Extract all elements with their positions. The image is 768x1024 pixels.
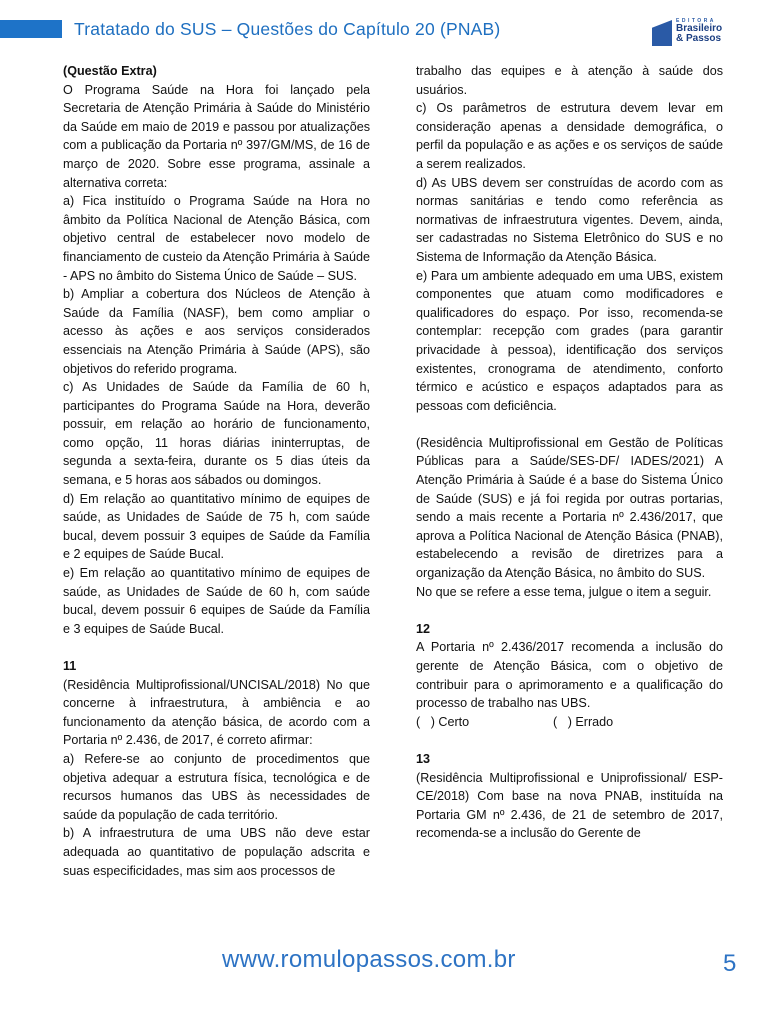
logo-mark-icon [652, 20, 672, 46]
logo-name: Brasileiro & Passos [676, 23, 723, 44]
option-b: b) Ampliar a cobertura dos Núcleos de Atenção à Saúde da Família (NASF), bem como ampliar o acesso às ações e aos serviços considerados essenciais na Atenção Primária à Saúde (APS), são objetivos do referido programa. [63, 287, 370, 376]
q11-option-e: e) Para um ambiente adequado em uma UBS, existem componentes que atuam como modificadores e qualificadores do espaço. Por isso, recomenda-se contemplar: recepção com grades (para garantir privacidade à pessoa), identificação dos serviços existentes, cronograma de atendimento, conforto térmico e acústico e espaços adaptados para as pessoas com deficiência. [416, 268, 723, 413]
question-12-intro: (Residência Multiprofissional em Gestão de Políticas Públicas para a Saúde/SES-DF/ IADES/2021) A Atenção Primária à Saúde é a base do Sistema Único de Saúde (SUS) e já foi regida por outras portarias, sendo a mais recente a Portaria nº 2.436/2017, que aprova a Política Nacional de Atenção Básica (PNAB), estabelecendo a revisão de diretrizes para a organização da Atenção Básica, no âmbito do SUS. [416, 435, 723, 581]
page-number: 5 [723, 950, 737, 977]
logo-top-text: EDITORA [676, 18, 716, 24]
question-11-text: (Residência Multiprofissional/UNCISAL/2018) No que concerne à infraestrutura, à ambiência e ao funcionamento da atenção básica, de acordo com a Portaria nº 2.436, de 2017, é correto afirmar: [63, 677, 370, 748]
option-e: e) Em relação ao quantitativo mínimo de equipes de saúde, as Unidades de Saúde de 60 h, com saúde bucal, devem possuir 6 equipes de Saúde da Família e 3 equipes de Saúde Bucal. [63, 566, 370, 636]
option-d: d) Em relação ao quantitativo mínimo de equipes de saúde, as Unidades de Saúde de 75 h, com saúde bucal, devem possuir 3 equipes de Saúde da Família e 2 equipes de Saúde Bucal. [63, 491, 370, 562]
q11-option-a: a) Refere-se ao conjunto de procedimentos que objetiva adequar a estrutura física, tecnológica e de recursos humanos das UBS às necessidades de saúde da população de cada território. [63, 751, 370, 822]
question-13-number: 13 [416, 751, 431, 766]
publisher-logo [652, 18, 732, 50]
header-accent-bar [0, 20, 62, 38]
errado-option[interactable]: ( ) Errado [553, 714, 614, 729]
question-12-instruction: No que se refere a esse tema, julgue o item a seguir. [416, 584, 712, 599]
q11-option-d: d) As UBS devem ser construídas de acordo com as normas sanitárias e tendo como referência as normativas de infraestrutura vigentes. Devem, ainda, ser cadastradas no Sistema Eletrônico do SUS e no Sistema de Informação da Atenção Básica. [416, 175, 723, 264]
option-c: c) As Unidades de Saúde da Família de 60 h, participantes do Programa Saúde na Hora, deverão possuir, em relação ao horário de funcionamento, como opção, 11 horas diárias ininterruptas, de segunda a sexta-feira, durante os 5 dias úteis da semana, e 5 horas aos sábados ou domingos. [63, 380, 370, 488]
question-12-text: A Portaria nº 2.436/2017 recomenda a inclusão do gerente de Atenção Básica, com o objetivo de contribuir para o aprimoramento e a qualificação do processo de trabalho nas UBS. [416, 640, 723, 711]
option-a: a) Fica instituído o Programa Saúde na Hora no âmbito da Política Nacional de Atenção Básica, com objetivo central de estabelecer novo modelo de financiamento de custeio da Atenção Primária à Saúde - APS no âmbito do Sistema Único de Saúde – SUS. [63, 194, 370, 283]
page-title: Tratatado do SUS – Questões do Capítulo 20 (PNAB) [74, 19, 501, 39]
certo-option[interactable]: ( ) Certo [416, 714, 470, 729]
question-extra-label: (Questão Extra) [63, 64, 157, 78]
answer-options [416, 713, 723, 732]
question-11-number: 11 [63, 659, 77, 673]
footer-url[interactable]: www.romulopassos.com.br [222, 946, 516, 973]
q11-option-c: c) Os parâmetros de estrutura devem levar em consideração apenas a densidade demográfica, o perfil da população e as ações e os serviços de saúde a serem realizados. [416, 101, 723, 171]
question-12-number: 12 [416, 621, 431, 636]
left-column [63, 62, 370, 880]
question-extra-text: O Programa Saúde na Hora foi lançado pela Secretaria de Atenção Primária à Saúde do Ministério da Saúde em maio de 2019 e passou por atualizações com a publicação da Portaria nº 397/GM/MS, de 16 de março de 2020. Sobre esse programa, assinale a alternativa correta: [63, 82, 370, 190]
q11-option-b-continued: trabalho das equipes e à atenção à saúde dos usuários. [416, 64, 723, 97]
right-column [416, 62, 723, 843]
question-13-text: (Residência Multiprofissional e Uniprofissional/ ESP-CE/2018) Com base na nova PNAB, instituída na Portaria GM nº 2.436, de 21 de setembro de 2017, recomenda-se a inclusão do Gerente de [416, 770, 723, 841]
q11-option-b: b) A infraestrutura de uma UBS não deve estar adequada ao quantitativo de população adscrita e suas especificidades, mas sim aos processos de [63, 826, 370, 878]
